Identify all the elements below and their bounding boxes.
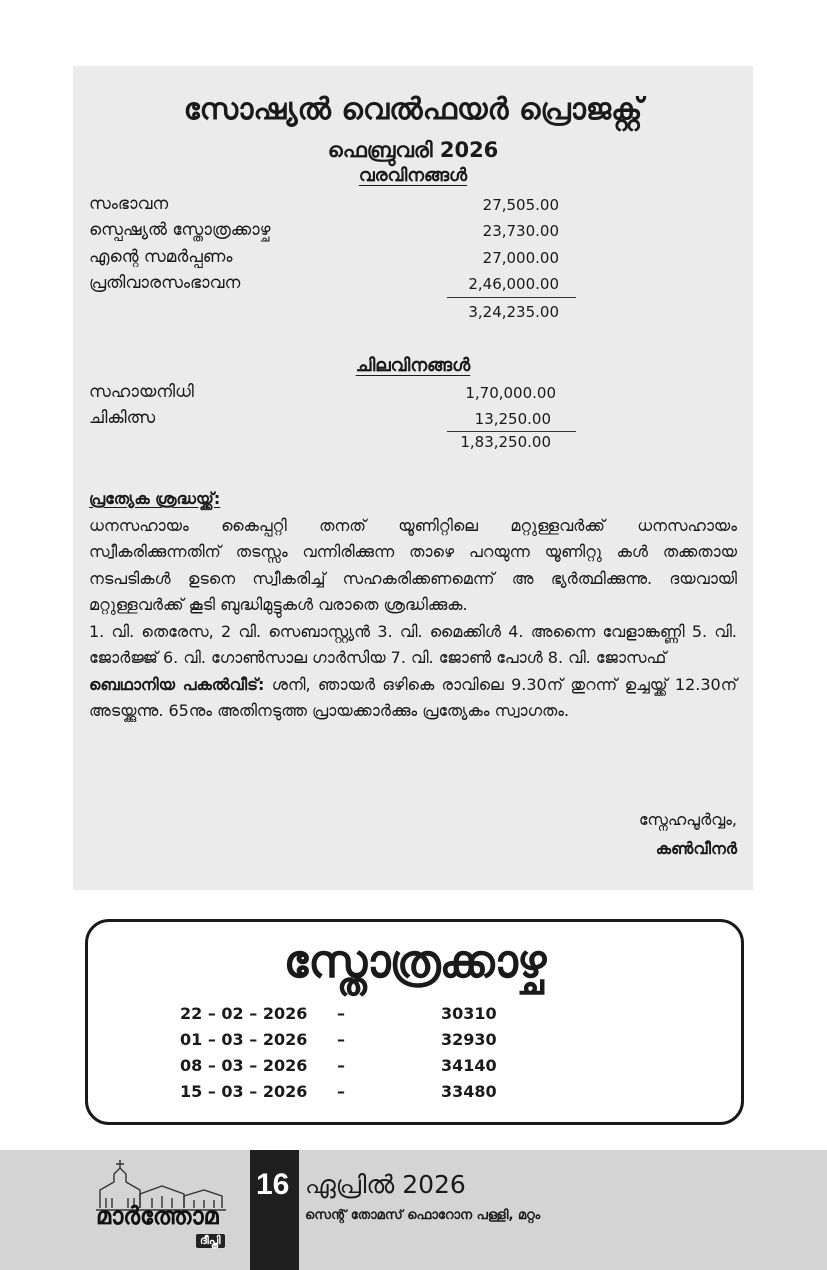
expense-heading: ചിലവിനങ്ങൾ [355, 355, 471, 376]
stotra-dash: – [337, 1004, 345, 1023]
page-number: 16 [256, 1168, 290, 1201]
signoff: സ്നേഹപൂർവ്വം, [638, 810, 737, 829]
page-footer [0, 1150, 827, 1270]
welfare-section [73, 66, 753, 890]
income-label: എന്റെ സമർപ്പണം [89, 247, 233, 267]
issue-date: ഏപ്രിൽ 2026 [305, 1170, 466, 1199]
units-list: 1. വി. തെരേസ, 2 വി. സെബാസ്റ്റ്യൻ 3. വി. മൈക്കിൾ 4. അന്നൈ വേളാങ്കണ്ണി 5. വി. ജോർജ്ജ് 6. വി. ഗോൺസാല ഗാർസിയ 7. വി. ജോൺ പോൾ 8. വി. ജോസഫ് [89, 621, 737, 667]
stotra-amount: 34140 [441, 1056, 497, 1075]
expense-amount: 1,70,000.00 [465, 384, 556, 402]
logo-subtitle: ദീപ്തി [196, 1234, 225, 1248]
welfare-title: സോഷ്യൽ വെൽഫയർ പ്രൊജക്റ്റ് [183, 92, 643, 127]
expense-label: സഹായനിധി [89, 382, 194, 402]
income-label: സ്പെഷ്യൽ സ്തോത്രക്കാഴ്ച [89, 220, 271, 240]
church-name: സെന്റ് തോമസ് ഫൊറോന പള്ളി, മറ്റം [305, 1208, 541, 1223]
stotra-amount: 30310 [441, 1004, 497, 1023]
income-rule [447, 297, 576, 298]
income-amount: 2,46,000.00 [468, 275, 559, 293]
library-text: ശനി, ഞായർ ഒഴികെ രാവിലെ 9.30ന് തുറന്ന് ഉച്ചയ്ക്ക് 12.30ന് അടയ്ക്കുന്നു. 65നും അതിനടുത്ത പ്രായക്കാർക്കും പ്രത്യേകം സ്വാഗതം. [89, 674, 737, 720]
stotra-dash: – [337, 1082, 345, 1101]
library-note [89, 672, 737, 725]
expense-label: ചികിത്സ [89, 408, 156, 428]
stotra-date: 15 – 03 – 2026 [180, 1082, 308, 1101]
income-label: പ്രതിവാരസംഭാവന [89, 273, 241, 293]
stotra-section [85, 919, 744, 1125]
stotra-amount: 32930 [441, 1030, 497, 1049]
stotra-date: 08 – 03 – 2026 [180, 1056, 308, 1075]
expense-rule [447, 431, 576, 432]
notice-heading: പ്രത്യേക ശ്രദ്ധയ്ക്ക്: [89, 489, 221, 508]
stotra-amount: 33480 [441, 1082, 497, 1101]
stotra-title: സ്തോത്രക്കാഴ്ച [283, 934, 546, 988]
stotra-date: 01 – 03 – 2026 [180, 1030, 308, 1049]
welfare-month: ഫെബ്രുവരി 2026 [327, 138, 499, 162]
logo-wordmark: മാർത്തോമ [96, 1202, 219, 1230]
stotra-date: 22 – 02 – 2026 [180, 1004, 308, 1023]
stotra-dash: – [337, 1030, 345, 1049]
expense-amount: 13,250.00 [474, 410, 551, 428]
notice-block [89, 486, 737, 725]
income-amount: 27,505.00 [482, 196, 559, 214]
income-label: സംഭാവന [89, 194, 169, 214]
income-amount: 23,730.00 [482, 222, 559, 240]
income-total: 3,24,235.00 [468, 303, 559, 321]
income-heading: വരവിനങ്ങൾ [358, 165, 468, 186]
library-label: ബെഥാനിയ പകൽവീട്: [89, 674, 265, 694]
expense-total: 1,83,250.00 [460, 433, 551, 451]
stotra-dash: – [337, 1056, 345, 1075]
notice-text: ധനസഹായം കൈപ്പറ്റി തനത് യൂണിറ്റിലെ മറ്റുള്ളവർക്ക് ധനസഹായം സ്വീകരിക്കുന്നതിന് തടസ്സം വന്നിരിക്കുന്ന താഴെ പറയുന്ന യൂണിറ്റു കൾ തക്കതായ നടപടികൾ ഉടനെ സ്വീകരിച്ച് സഹകരിക്കണമെന്ന് അ ഭ്യർത്ഥിക്കുന്നു. ദയവായി മറ്റുള്ളവർക്ക് കൂടി ബുദ്ധിമുട്ടുകൾ വരാതെ ശ്രദ്ധിക്കുക. [89, 515, 737, 614]
signer: കൺവീനർ [655, 839, 737, 858]
income-amount: 27,000.00 [482, 249, 559, 267]
